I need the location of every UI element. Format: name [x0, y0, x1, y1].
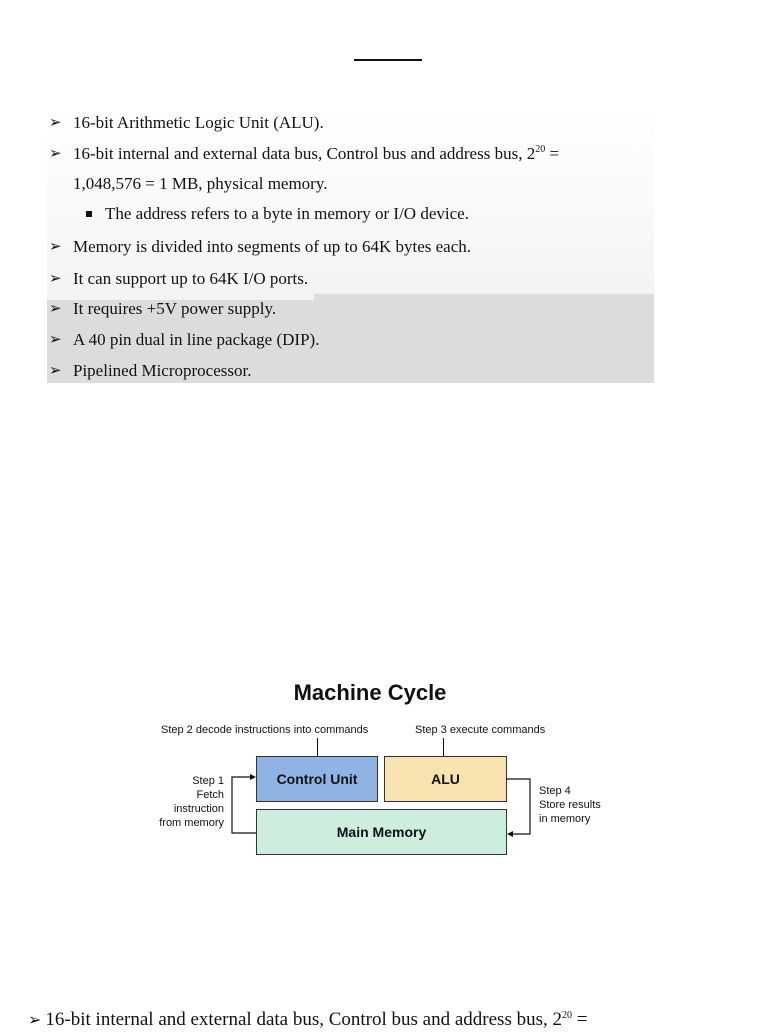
step4-arrowhead-icon — [507, 831, 513, 837]
arrow-bullet-icon: ➢ — [28, 1012, 46, 1029]
step1-bracket-line — [232, 777, 256, 833]
step3-connector — [443, 738, 444, 756]
arrow-bullet-icon: ➢ — [49, 146, 62, 162]
square-bullet-icon — [86, 211, 92, 217]
diagram-title: Machine Cycle — [293, 680, 447, 705]
cut-off-text-line — [28, 1008, 768, 1035]
alu-box — [384, 756, 507, 802]
data-bus-text: 16-bit internal and external data bus, Control bus and address bus, 2 — [73, 144, 536, 163]
arrow-bullet-icon: ➢ — [49, 332, 62, 348]
step4-bracket-line — [506, 779, 530, 834]
step4-line-2: Store results — [539, 799, 601, 811]
arrow-bullet-icon: ➢ — [49, 239, 62, 255]
arrow-bullet-icon: ➢ — [49, 363, 62, 379]
heading-underline — [354, 59, 422, 61]
step4-bracket — [506, 773, 534, 837]
step2-label: Step 2 decode instructions into commands — [161, 724, 369, 736]
step1-line-1: Step 1 — [192, 775, 224, 787]
feature-list-panel — [47, 107, 654, 383]
step4-label — [539, 784, 601, 826]
panel-shaded-region-notch — [314, 294, 654, 302]
main-memory-box — [256, 809, 507, 855]
arrow-bullet-icon: ➢ — [49, 115, 62, 131]
exponent: 20 — [535, 144, 546, 155]
data-bus-text-end: = — [545, 144, 560, 163]
control-unit-box — [256, 756, 378, 802]
cut-off-text-end: = — [572, 1009, 588, 1030]
step1-line-4: from memory — [159, 817, 224, 829]
step2-connector — [317, 738, 318, 756]
exponent: 20 — [562, 1010, 572, 1021]
control-unit-label: Control Unit — [276, 771, 358, 787]
main-memory-label: Main Memory — [336, 824, 427, 840]
list-item-text — [73, 144, 559, 167]
step1-arrowhead-icon — [250, 774, 256, 780]
step1-line-3: instruction — [173, 803, 224, 815]
step4-line-3: in memory — [539, 813, 591, 825]
list-item-text: A 40 pin dual in line package (DIP). — [73, 330, 320, 349]
step1-label — [148, 774, 224, 830]
sub-list-item-text: The address refers to a byte in memory or I/O device. — [105, 204, 469, 223]
arrow-bullet-icon: ➢ — [49, 271, 62, 287]
list-item-text: It requires +5V power supply. — [73, 299, 277, 318]
step4-line-1: Step 4 — [539, 785, 571, 797]
arrow-bullet-icon: ➢ — [49, 301, 62, 317]
list-item-text: It can support up to 64K I/O ports. — [73, 269, 309, 288]
step1-line-2: Fetch — [196, 789, 224, 801]
machine-cycle-diagram — [148, 676, 618, 864]
step3-label: Step 3 execute commands — [415, 724, 546, 736]
list-item-text: Memory is divided into segments of up to 64K bytes each. — [73, 237, 472, 256]
list-item-text: Pipelined Microprocessor. — [73, 361, 252, 380]
alu-label: ALU — [431, 771, 460, 787]
step1-bracket — [226, 769, 258, 834]
list-item-text: 16-bit Arithmetic Logic Unit (ALU). — [73, 113, 324, 132]
list-item-text: 1,048,576 = 1 MB, physical memory. — [73, 174, 328, 193]
cut-off-text: 16-bit internal and external data bus, Control bus and address bus, 2 — [45, 1009, 562, 1030]
